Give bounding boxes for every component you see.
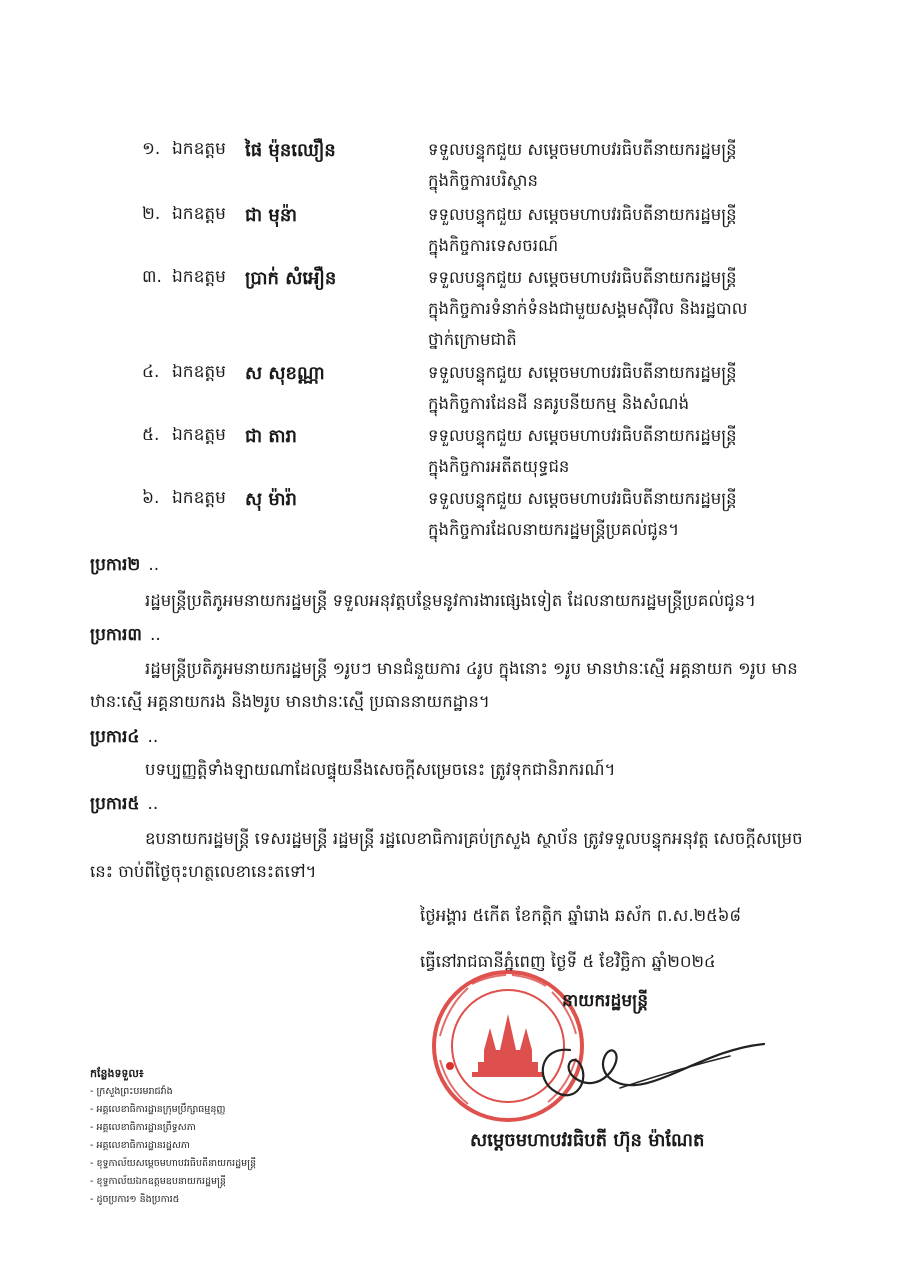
article-heading xyxy=(90,793,158,818)
appointment-number: ១. xyxy=(142,139,161,159)
list-item: - អគ្គលេខាធិការដ្ឋានរដ្ឋសភា xyxy=(90,1137,256,1155)
article-heading-label: ប្រការ៣ xyxy=(90,625,142,645)
duty-line: ទទួលបន្ទុកជួយ សម្ដេចមហាបវរធិបតីនាយករដ្ឋមន្ត្រី xyxy=(428,205,737,224)
list-item: - ខុទ្ទកាល័យសម្ដេចមហាបវរធិបតីនាយករដ្ឋមន្ត្រី xyxy=(90,1155,256,1173)
list-item: - ក្រសួងព្រះបរមរាជវាំង xyxy=(90,1083,256,1101)
appointment-title: ឯកឧត្តម xyxy=(172,139,226,159)
duty-line: ទទួលបន្ទុកជួយ សម្ដេចមហាបវរធិបតីនាយករដ្ឋមន្ត្រី xyxy=(428,363,737,382)
appointment-title: ឯកឧត្តម xyxy=(172,362,226,382)
appointment-duty xyxy=(428,262,808,355)
appointment-number: ៤. xyxy=(142,362,160,382)
appointee-name: ប្រាក់ សំអឿន xyxy=(245,268,337,289)
appointment-duty xyxy=(428,134,808,196)
list-item: - ដូចប្រការ១ និងប្រការ៥ xyxy=(90,1191,256,1209)
appointee-name: សុ ម៉ារ៉ា xyxy=(245,489,297,510)
duty-line: ថ្នាក់ក្រោមជាតិ xyxy=(428,330,517,349)
article-heading xyxy=(90,554,159,579)
duty-line: ក្នុងកិច្ចការបរិស្ថាន xyxy=(428,171,538,190)
appointment-title: ឯកឧត្តម xyxy=(172,425,226,445)
appointment-number: ៦. xyxy=(142,488,160,508)
article-heading-dots: .. xyxy=(149,625,161,645)
appointment-title: ឯកឧត្តម xyxy=(172,204,226,224)
appointee-name: ផៃ ម៉ុនឈឿន xyxy=(245,140,336,161)
duty-line: ទទួលបន្ទុកជួយ សម្ដេចមហាបវរធិបតីនាយករដ្ឋមន្ត្រី xyxy=(428,268,737,287)
appointment-duty xyxy=(428,483,808,545)
distribution-list xyxy=(90,1083,256,1209)
duty-line: ក្នុងកិច្ចការដែលនាយករដ្ឋមន្ត្រីប្រគល់ជូន។ xyxy=(428,520,680,539)
signature-icon xyxy=(520,1010,770,1120)
appointment-number: ៥. xyxy=(142,425,160,445)
solar-date: ធ្វើនៅរាជធានីភ្នំពេញ ថ្ងៃទី ៥ ខែវិច្ឆិកា ឆ្នាំ២០២៤ xyxy=(420,952,716,971)
article-body: រដ្ឋមន្ត្រីប្រតិភូអមនាយករដ្ឋមន្ត្រី ១រូបៗ មានជំនួយការ ៤រូប ក្នុងនោះ ១រូប មានឋានៈស្មើ អគ្គនាយក ១រូប មានឋានៈស្មើ អគ្គនាយករង និង២រូប មានឋានៈស្មើ ប្រធាននាយកដ្ឋាន។ xyxy=(90,659,798,711)
appointment-duty xyxy=(428,199,808,261)
article-body: បទប្បញ្ញត្តិទាំងឡាយណាដែលផ្ទុយនឹងសេចក្ដីសម្រេចនេះ ត្រូវទុកជានិរាករណ៍។ xyxy=(145,760,616,779)
article-heading-dots: .. xyxy=(147,794,159,814)
duty-line: ក្នុងកិច្ចការអតីតយុទ្ធជន xyxy=(428,457,570,476)
article-heading-label: ប្រការ២ xyxy=(90,555,141,575)
appointee-name: ស សុខណ្ណា xyxy=(245,363,325,384)
article-heading-dots: .. xyxy=(148,555,160,575)
signatory-name: សម្ដេចមហាបវរធិបតី ហ៊ុន ម៉ាណែត xyxy=(470,1130,705,1151)
appointee-name: ជា មុន៉ា xyxy=(245,205,297,226)
article-heading-dots: .. xyxy=(147,727,159,747)
list-item: - អគ្គលេខាធិការដ្ឋានព្រឹទ្ធសភា xyxy=(90,1119,256,1137)
article-heading xyxy=(90,726,158,751)
list-item: - អគ្គលេខាធិការដ្ឋានក្រុមប្រឹក្សាធម្មនុញ្ញ xyxy=(90,1101,256,1119)
duty-line: ទទួលបន្ទុកជួយ សម្ដេចមហាបវរធិបតីនាយករដ្ឋមន្ត្រី xyxy=(428,426,737,445)
article-heading-label: ប្រការ៤ xyxy=(90,727,140,747)
lunar-date: ថ្ងៃអង្គារ ៥កើត ខែកត្តិក ឆ្នាំរោង ឆស័ក ព.ស.២៥៦៨ xyxy=(420,906,742,925)
appointment-number: ២. xyxy=(142,204,161,224)
appointment-number: ៣. xyxy=(142,267,162,287)
article-heading-label: ប្រការ៥ xyxy=(90,794,140,814)
appointee-name: ជា តារា xyxy=(245,426,297,447)
signatory-title: នាយករដ្ឋមន្ត្រី xyxy=(562,991,648,1011)
appointment-duty xyxy=(428,357,808,419)
duty-line: ក្នុងកិច្ចការដែនដី នគរូបនីយកម្ម និងសំណង់ xyxy=(428,394,690,413)
duty-line: ទទួលបន្ទុកជួយ សម្ដេចមហាបវរធិបតីនាយករដ្ឋមន្ត្រី xyxy=(428,140,737,159)
duty-line: ក្នុងកិច្ចការទេសចរណ៍ xyxy=(428,236,559,255)
article-body: ឧបនាយករដ្ឋមន្ត្រី ទេសរដ្ឋមន្ត្រី រដ្ឋមន្ត្រី រដ្ឋលេខាធិការគ្រប់ក្រសួង ស្ថាប័ន ត្រូវទទួលបន្ទុកអនុវត្ត សេចក្ដីសម្រេចនេះ ចាប់ពីថ្ងៃចុះហត្ថលេខានេះតទៅ។ xyxy=(90,829,803,881)
duty-line: ទទួលបន្ទុកជួយ សម្ដេចមហាបវរធិបតីនាយករដ្ឋមន្ត្រី xyxy=(428,489,737,508)
article-body: រដ្ឋមន្ត្រីប្រតិភូអមនាយករដ្ឋមន្ត្រី ទទួលអនុវត្តបន្ថែមនូវការងារផ្សេងទៀត ដែលនាយករដ្ឋមន្ត្រីប្រគល់ជូន។ xyxy=(145,591,756,610)
distribution-title: កន្លែងទទួល៖ xyxy=(90,1067,144,1080)
appointment-title: ឯកឧត្តម xyxy=(172,267,226,287)
appointment-title: ឯកឧត្តម xyxy=(172,488,226,508)
article-heading xyxy=(90,624,161,649)
list-item: - ខុទ្ទកាល័យឯកឧត្តមឧបនាយករដ្ឋមន្ត្រី xyxy=(90,1173,256,1191)
appointment-duty xyxy=(428,420,808,482)
duty-line: ក្នុងកិច្ចការទំនាក់ទំនងជាមួយសង្គមស៊ីវិល និងរដ្ឋបាល xyxy=(428,299,748,318)
